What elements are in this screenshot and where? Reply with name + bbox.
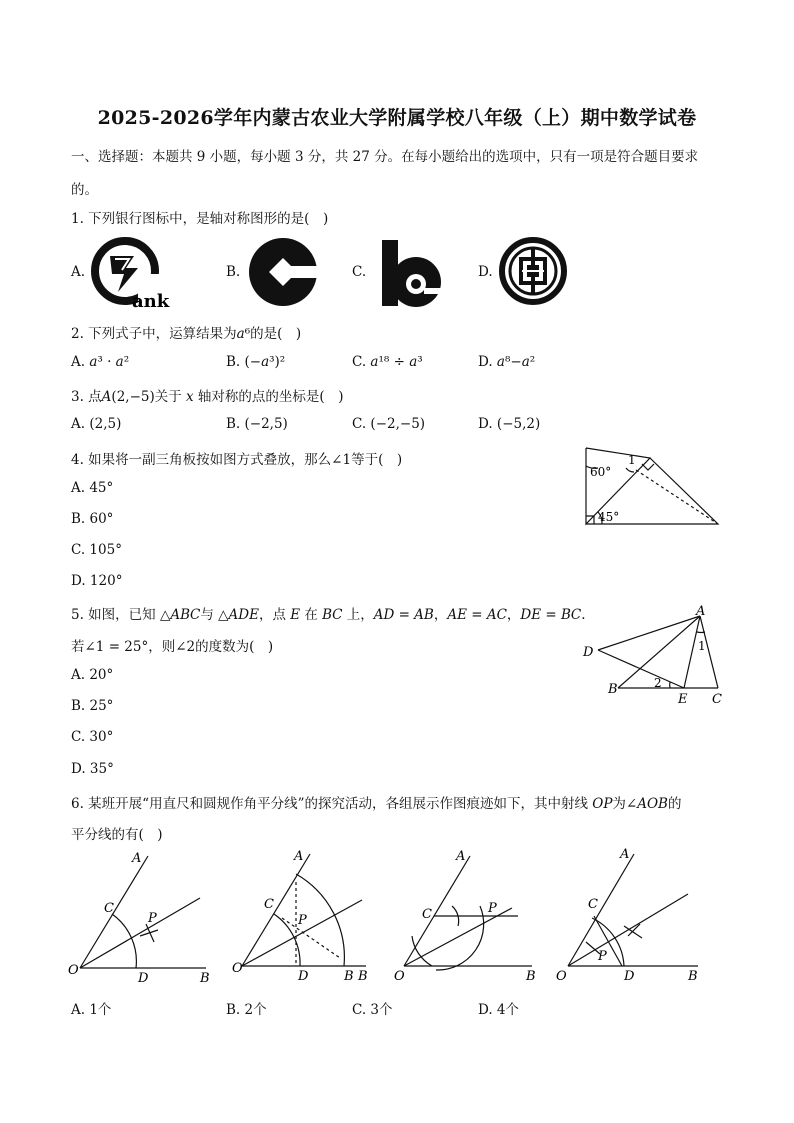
- q5-option-a: A. 20°: [71, 667, 114, 683]
- q6-f4-label-p: P: [598, 949, 607, 964]
- q6-f2-label-b: B: [358, 969, 368, 984]
- q6-f2-label-d: D: [298, 969, 309, 984]
- q4-angle-1-label: 1: [628, 453, 636, 467]
- q6-figure-2: [226, 846, 376, 988]
- q4-angle-60-label: 60°: [590, 465, 612, 479]
- q5-option-b: B. 25°: [71, 698, 114, 714]
- bank-logo-a-icon: [88, 234, 170, 310]
- q5-angle-2-label: 2: [654, 676, 662, 690]
- q5-angle-1-label: 1: [698, 639, 706, 653]
- q6-stem-line1: 6. 某班开展“用直尺和圆规作角平分线”的探究活动，各组展示作图痕迹如下，其中射线 𝑂𝑃为∠𝐴𝑂𝐵的: [71, 796, 682, 812]
- q4-option-d: D. 120°: [71, 573, 123, 589]
- q5-triangle-figure: [578, 602, 726, 708]
- q6-f3-label-p: P: [488, 901, 497, 916]
- q4-stem: 4. 如果将一副三角板按如图方式叠放，那么∠1等于( ): [71, 452, 403, 468]
- q2-stem: 2. 下列式子中，运算结果为𝑎⁶的是( ): [71, 326, 302, 342]
- q6-f4-label-o: O: [556, 969, 567, 984]
- q5-stem-line2: 若∠1 = 25°，则∠2的度数为( ): [71, 639, 274, 655]
- q6-f1-label-c: C: [104, 901, 114, 916]
- q4-triangle-figure: [578, 444, 724, 530]
- q1-option-c-label: C.: [352, 264, 367, 280]
- q5-option-d: D. 35°: [71, 761, 114, 777]
- q4-angle-45-label: 45°: [598, 510, 620, 524]
- q3-option-a: A. (2,5): [71, 416, 122, 432]
- q2-option-a: A. 𝑎³ · 𝑎²: [71, 354, 130, 370]
- q6-option-c: C. 3个: [352, 1002, 393, 1018]
- q5-point-a: A: [696, 604, 706, 619]
- q5-point-b: B: [608, 682, 618, 697]
- q6-f3-label-a: A: [456, 849, 466, 864]
- q6-f3-label-o: O: [394, 969, 405, 984]
- q3-stem: 3. 点𝐴(2,−5)关于 𝑥 轴对称的点的坐标是( ): [71, 389, 344, 405]
- q3-option-b: B. (−2,5): [226, 416, 288, 432]
- q1-option-a-label: A.: [71, 264, 86, 280]
- q6-f1-label-b: B: [200, 971, 210, 986]
- q2-option-d: D. 𝑎⁸−𝑎²: [478, 354, 536, 370]
- q3-option-c: C. (−2,−5): [352, 416, 426, 432]
- q4-option-a: A. 45°: [71, 480, 114, 496]
- q6-f1-label-p: P: [148, 911, 157, 926]
- q6-f4-label-b: B: [688, 969, 698, 984]
- bank-logo-d-icon: [498, 236, 570, 308]
- q6-stem-line2: 平分线的有( ): [71, 827, 163, 843]
- q6-figure-3: [392, 846, 542, 988]
- q5-point-d: D: [583, 645, 594, 660]
- q4-option-c: C. 105°: [71, 542, 122, 558]
- q6-f2-label-c: C: [264, 897, 274, 912]
- q2-option-c: C. 𝑎¹⁸ ÷ 𝑎³: [352, 354, 423, 370]
- q1-option-d-label: D.: [478, 264, 493, 280]
- bank-logo-b-icon: [245, 236, 321, 308]
- q6-figure-1: [66, 846, 216, 988]
- q6-f2-label-p: P: [298, 913, 307, 928]
- section-instructions-line2: 的。: [71, 182, 98, 198]
- q4-option-b: B. 60°: [71, 511, 114, 527]
- q5-point-e: E: [678, 692, 688, 707]
- q2-option-b: B. (−𝑎³)²: [226, 354, 286, 370]
- q5-option-c: C. 30°: [71, 729, 114, 745]
- q6-figure-4: [554, 846, 704, 988]
- q3-option-d: D. (−5,2): [478, 416, 541, 432]
- q1-option-b-label: B.: [226, 264, 241, 280]
- q6-f3-label-b: B: [526, 969, 536, 984]
- q6-f4-label-d: D: [624, 969, 635, 984]
- q5-point-c: C: [712, 692, 722, 707]
- q6-f2-label-o: O: [232, 961, 243, 976]
- q4-dashed-line: [636, 470, 718, 524]
- q1-stem: 1. 下列银行图标中，是轴对称图形的是( ): [71, 211, 329, 227]
- section-instructions-line1: 一、选择题：本题共 9 小题，每小题 3 分，共 27 分。在每小题给出的选项中，只有一项是符合题目要求: [71, 149, 699, 165]
- q6-f4-label-c: C: [588, 897, 598, 912]
- q6-f4-label-a: A: [620, 847, 630, 862]
- q6-option-b: B. 2个: [226, 1002, 267, 1018]
- q6-f3-label-c: C: [422, 907, 432, 922]
- bank-logo-a-text: ank: [132, 291, 170, 310]
- bank-logo-c-icon: [376, 236, 452, 308]
- q6-f2-label-a: A: [294, 849, 304, 864]
- q6-f1-label-a: A: [132, 851, 142, 866]
- q6-option-d: D. 4个: [478, 1002, 520, 1018]
- q6-f1-label-o: O: [68, 963, 79, 978]
- q5-stem-line1: 5. 如图，已知 △𝐴𝐵𝐶与 △𝐴𝐷𝐸，点 𝐸 在 𝐵𝐶 上，𝐴𝐷 = 𝐴𝐵，𝐴𝐸 = 𝐴𝐶，𝐷𝐸 = 𝐵𝐶.: [71, 607, 586, 623]
- page-title: 2025-2026学年内蒙古农业大学附属学校八年级（上）期中数学试卷: [97, 107, 697, 129]
- q6-f2-label-b2: B: [344, 969, 354, 984]
- q6-f1-label-d: D: [138, 971, 149, 986]
- q6-option-a: A. 1个: [71, 1002, 112, 1018]
